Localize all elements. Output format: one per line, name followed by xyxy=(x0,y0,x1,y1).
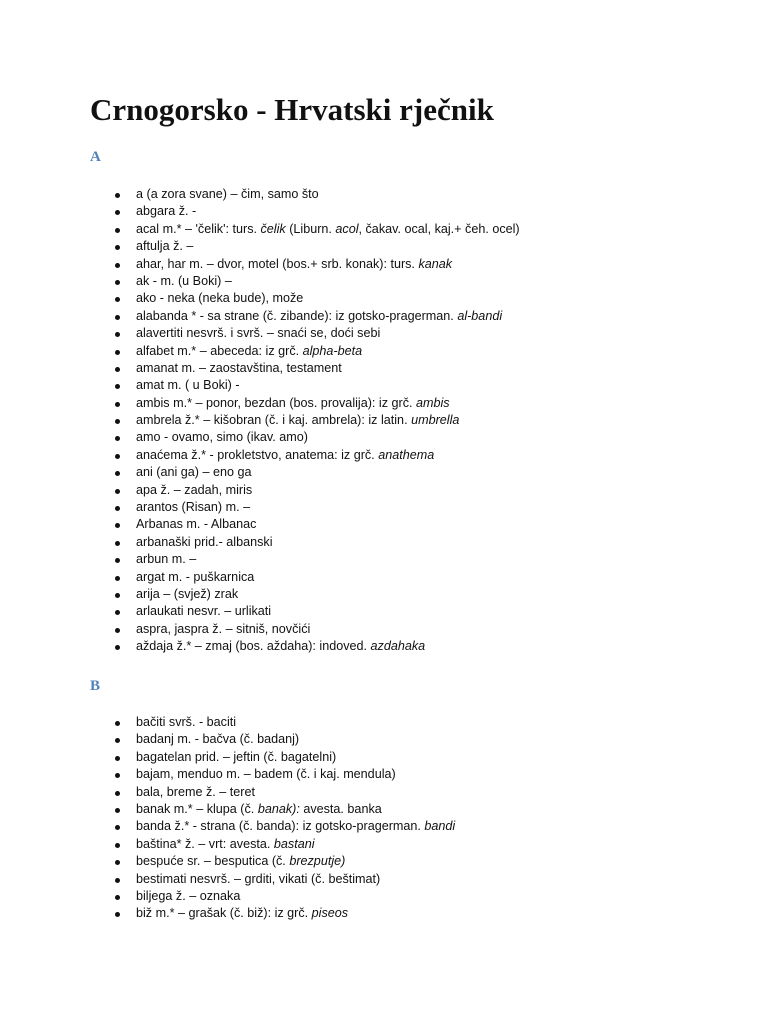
entry-text: ambrela ž.* – kišobran (č. i kaj. ambrela): iz latin. xyxy=(136,413,412,428)
entry-text: bespuće sr. – besputica (č. xyxy=(136,854,290,869)
list-item xyxy=(0,499,520,516)
list-item xyxy=(0,836,455,853)
list-item xyxy=(0,534,520,551)
list-item xyxy=(0,273,520,290)
entry-text: amo - ovamo, simo (ikav. amo) xyxy=(136,430,308,445)
entry-text: argat m. - puškarnica xyxy=(136,569,255,584)
list-item xyxy=(0,638,520,655)
entry-list-b xyxy=(0,714,455,923)
entry-etymon: umbrella xyxy=(411,413,460,428)
entry-text: banda ž.* - strana (č. banda): iz gotsko-pragerman. xyxy=(136,819,425,834)
entry-text: amat m. ( u Boki) - xyxy=(136,378,240,393)
entry-text: , čakav. ocal, kaj.+ čeh. ocel) xyxy=(358,221,520,236)
list-item xyxy=(0,238,520,255)
list-item xyxy=(0,586,520,603)
entry-text: alabanda * - sa strane (č. zibande): iz gotsko-pragerman. xyxy=(136,308,458,323)
entry-text: aspra, jaspra ž. – sitniš, novčići xyxy=(136,621,311,636)
list-item xyxy=(0,203,520,220)
entry-etymon: acol xyxy=(335,221,359,236)
entry-text: ako - neka (neka bude), može xyxy=(136,291,304,306)
entry-text: bala, breme ž. – teret xyxy=(136,784,256,799)
entry-etymon: banak): xyxy=(257,801,300,816)
list-item xyxy=(0,551,520,568)
entry-etymon: ambis xyxy=(416,395,450,410)
list-item xyxy=(0,766,455,783)
list-item xyxy=(0,308,520,325)
entry-text: baština* ž. – vrt: avesta. xyxy=(136,836,274,851)
list-item xyxy=(0,569,520,586)
entry-etymon: piseos xyxy=(311,906,349,921)
entry-text: anaćema ž.* - prokletstvo, anatema: iz grč. xyxy=(136,447,379,462)
list-item xyxy=(0,186,520,203)
entry-text: ani (ani ga) – eno ga xyxy=(136,465,252,480)
entry-text: alavertiti nesvrš. i svrš. – snaći se, doći sebi xyxy=(136,326,381,341)
list-item xyxy=(0,429,520,446)
section-heading-a: A xyxy=(90,149,101,165)
entry-etymon: brezputje) xyxy=(289,854,346,869)
entry-text: alfabet m.* – abeceda: iz grč. xyxy=(136,343,303,358)
list-item xyxy=(0,395,520,412)
entry-text: bajam, menduo m. – badem (č. i kaj. mendula) xyxy=(136,767,396,782)
list-item xyxy=(0,818,455,835)
list-item xyxy=(0,905,455,922)
entry-etymon: al-bandi xyxy=(457,308,503,323)
entry-text: abgara ž. - xyxy=(136,204,197,219)
list-item xyxy=(0,464,520,481)
entry-text: Arbanas m. - Albanac xyxy=(136,517,257,532)
list-item xyxy=(0,853,455,870)
list-item xyxy=(0,482,520,499)
entry-text: arija – (svjež) zrak xyxy=(136,586,239,601)
list-item xyxy=(0,447,520,464)
entry-text: apa ž. – zadah, miris xyxy=(136,482,253,497)
section-heading-b: B xyxy=(90,678,101,694)
list-item xyxy=(0,221,520,238)
entry-text: bestimati nesvrš. – grditi, vikati (č. beštimat) xyxy=(136,871,381,886)
entry-etymon: bandi xyxy=(424,819,456,834)
entry-text: bačiti svrš. - baciti xyxy=(136,715,237,729)
list-item xyxy=(0,731,455,748)
entry-etymon: azdahaka xyxy=(370,639,426,654)
entry-text: biž m.* – grašak (č. biž): iz grč. xyxy=(136,906,312,921)
entry-text: arbun m. – xyxy=(136,552,197,567)
list-item xyxy=(0,360,520,377)
list-item xyxy=(0,343,520,360)
entry-etymon: anathema xyxy=(378,447,435,462)
list-item xyxy=(0,325,520,342)
list-item xyxy=(0,714,455,731)
list-item xyxy=(0,256,520,273)
entry-text: (Liburn. xyxy=(285,221,336,236)
entry-text: arlaukati nesvr. – urlikati xyxy=(136,604,272,619)
entry-text: ambis m.* – ponor, bezdan (bos. provalija): iz grč. xyxy=(136,395,416,410)
list-item xyxy=(0,290,520,307)
list-item xyxy=(0,603,520,620)
entry-text: amanat m. – zaostavština, testament xyxy=(136,360,342,375)
entry-etymon: alpha-beta xyxy=(302,343,363,358)
entry-text: arbanaški prid.- albanski xyxy=(136,534,273,549)
entry-text: badanj m. - bačva (č. badanj) xyxy=(136,732,300,747)
entry-text: acal m.* – 'čelik': turs. xyxy=(136,221,261,236)
list-item xyxy=(0,749,455,766)
list-item xyxy=(0,784,455,801)
entry-etymon: čelik xyxy=(260,221,286,236)
entry-text: ahar, har m. – dvor, motel (bos.+ srb. konak): turs. xyxy=(136,256,419,271)
list-item xyxy=(0,412,520,429)
list-item xyxy=(0,621,520,638)
entry-text: arantos (Risan) m. – xyxy=(136,500,251,515)
entry-etymon: kanak xyxy=(418,256,453,271)
list-item xyxy=(0,377,520,394)
entry-text: aftulja ž. – xyxy=(136,239,194,254)
list-item xyxy=(0,516,520,533)
page-title: Crnogorsko - Hrvatski rječnik xyxy=(90,92,494,127)
list-item xyxy=(0,871,455,888)
entry-text: biljega ž. – oznaka xyxy=(136,888,241,903)
list-item xyxy=(0,888,455,905)
entry-text: avesta. banka xyxy=(299,801,382,816)
entry-text: a (a zora svane) – čim, samo što xyxy=(136,187,319,201)
entry-list-a xyxy=(0,186,520,656)
entry-text: ak - m. (u Boki) – xyxy=(136,273,232,288)
entry-text: banak m.* – klupa (č. xyxy=(136,801,258,816)
entry-etymon: bastani xyxy=(273,836,315,851)
list-item xyxy=(0,801,455,818)
entry-text: bagatelan prid. – jeftin (č. bagatelni) xyxy=(136,749,337,764)
entry-text: aždaja ž.* – zmaj (bos. aždaha): indoved. xyxy=(136,639,371,654)
